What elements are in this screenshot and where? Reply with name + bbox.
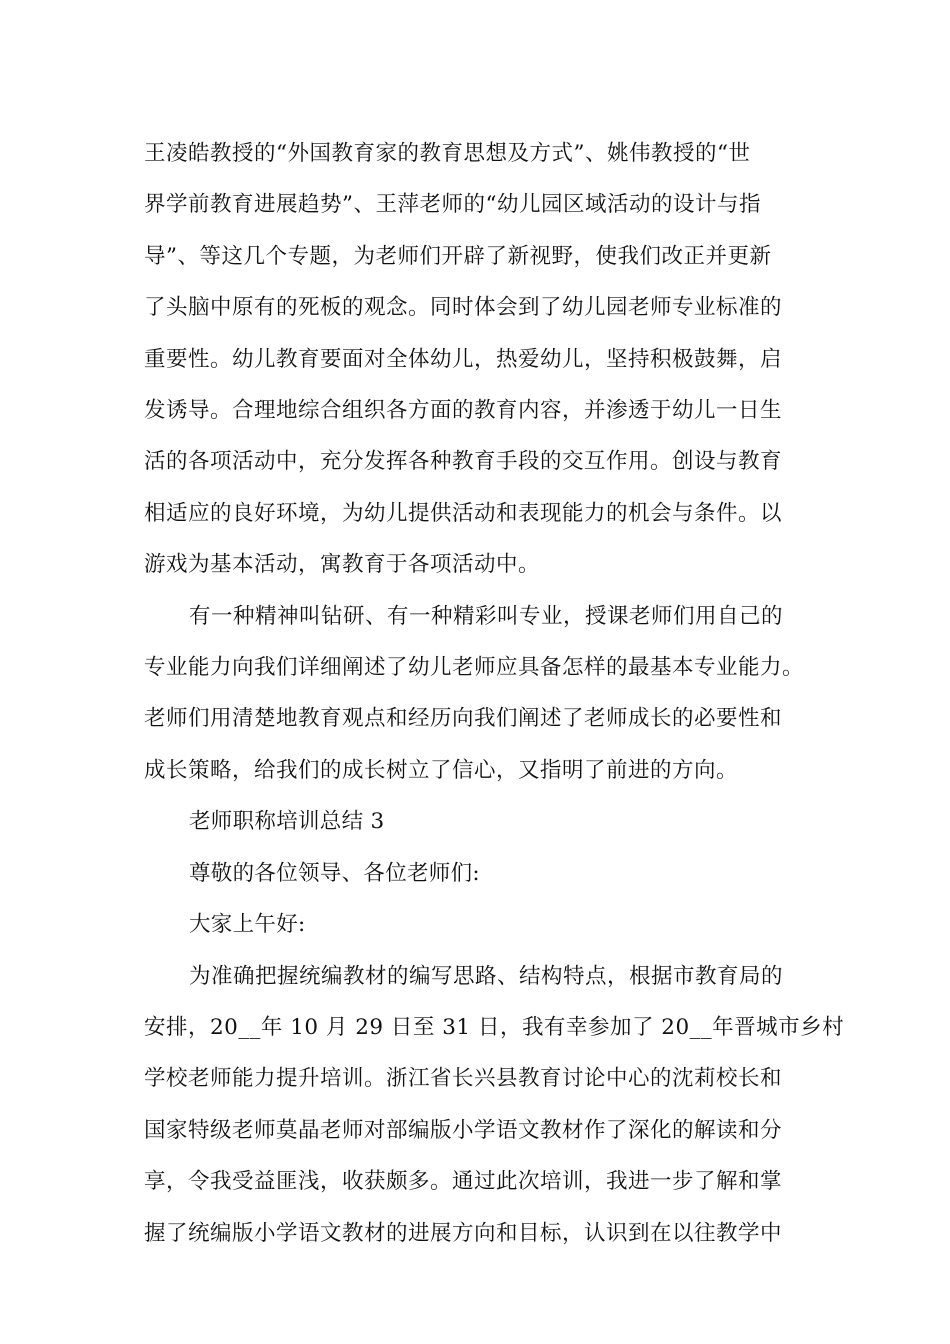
text-line: 界学前教育进展趋势”、王萍老师的“幼儿园区域活动的设计与指	[144, 192, 761, 218]
salutation	[144, 848, 824, 899]
text-line: 成长策略，给我们的成长树立了信心，又指明了前进的方向。	[144, 757, 739, 783]
text-line: 为准确把握统编教材的编写思路、结构特点，根据市教育局的	[189, 963, 784, 989]
paragraph-3	[144, 951, 845, 1259]
document-body	[144, 128, 845, 1259]
text-line: 了头脑中原有的死板的观念。同时体会到了幼儿园老师专业标准的	[144, 295, 783, 321]
text-line: 相适应的良好环境，为幼儿提供活动和表现能力的机会与条件。以	[144, 500, 783, 526]
section-title: 老师职称培训总结 3	[189, 809, 385, 835]
text-line: 发诱导。合理地综合组织各方面的教育内容，并渗透于幼儿一日生	[144, 398, 783, 424]
text-line: 游戏为基本活动，寓教育于各项活动中。	[144, 552, 541, 578]
text-line: 享，令我受益匪浅，收获颇多。通过此次培训，我进一步了解和掌	[144, 1169, 783, 1195]
text-line: 学校老师能力提升培训。浙江省长兴县教育讨论中心的沈莉校长和	[144, 1066, 783, 1092]
text-line: 重要性。幼儿教育要面对全体幼儿，热爱幼儿，坚持积极鼓舞，启	[144, 346, 783, 372]
greeting-line: 大家上午好:	[189, 912, 306, 938]
text-line: 专业能力向我们详细阐述了幼儿老师应具备怎样的最基本专业能力。	[144, 655, 805, 681]
greeting	[144, 899, 824, 950]
text-line: 老师们用清楚地教育观点和经历向我们阐述了老师成长的必要性和	[144, 706, 783, 732]
salutation-line: 尊敬的各位领导、各位老师们:	[189, 860, 480, 886]
section-heading	[144, 796, 824, 847]
text-line: 活的各项活动中，充分发挥各种教育手段的交互作用。创设与教育	[144, 449, 783, 475]
text-line: 安排，20__年 10 月 29 日至 31 日，我有幸参加了 20__年晋城市乡村	[144, 1014, 845, 1040]
text-line: 握了统编版小学语文教材的进展方向和目标，认识到在以往教学中	[144, 1220, 783, 1246]
text-line: 王凌皓教授的“外国教育家的教育思想及方式”、姚伟教授的“世	[144, 141, 751, 166]
paragraph-1	[144, 128, 824, 591]
paragraph-2	[144, 591, 824, 797]
text-line: 导”、等这几个专题，为老师们开辟了新视野，使我们改正并更新	[144, 243, 772, 269]
text-line: 国家特级老师莫晶老师对部编版小学语文教材作了深化的解读和分	[144, 1117, 783, 1143]
text-line: 有一种精神叫钻研、有一种精彩叫专业，授课老师们用自己的	[189, 603, 784, 629]
